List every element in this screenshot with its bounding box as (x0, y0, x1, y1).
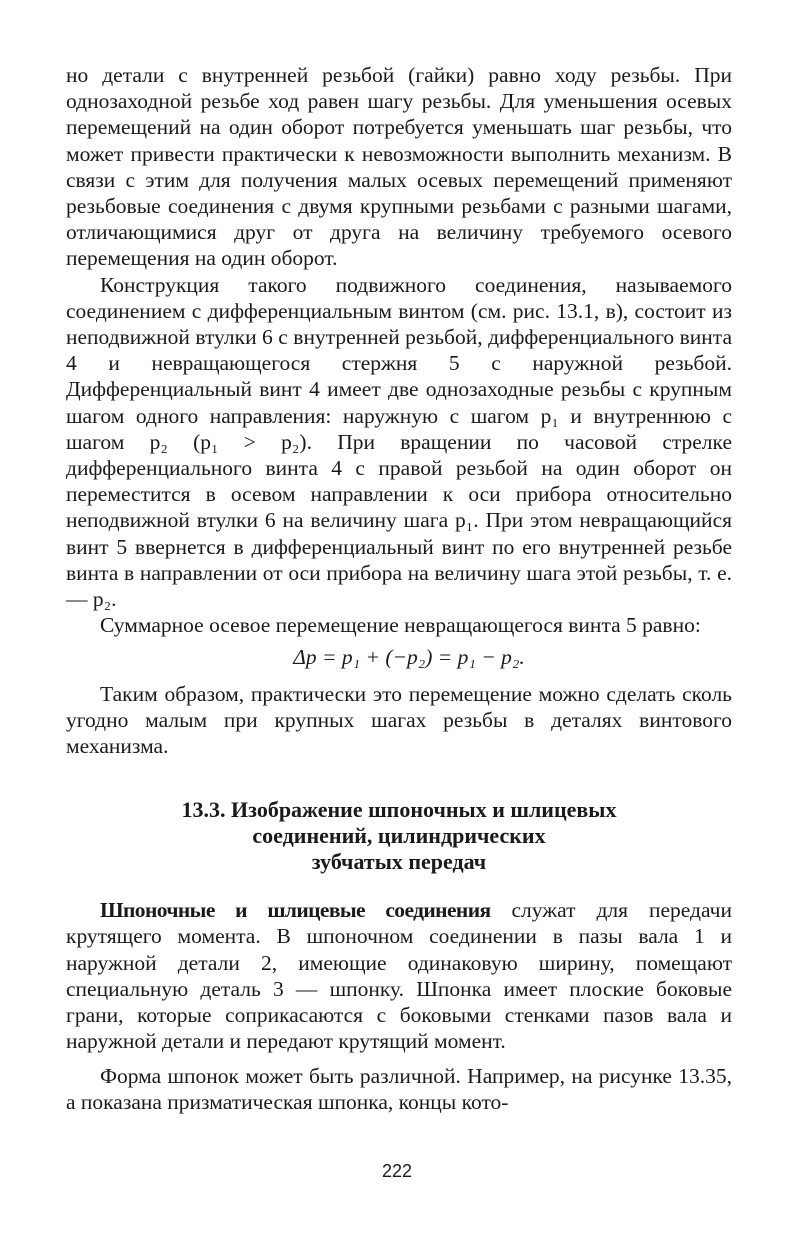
paragraph-key-shapes: Форма шпонок может быть различной. Например, на рисунке 13.35, а показана призматическая шпонка, концы кото- (66, 1063, 732, 1114)
paragraph-key-joints-text: служат для передачи крутящего момента. В шпоночном соединении в пазы вала 1 и наружной детали 2, имеющие одинаковую ширину, помещают специальную деталь 3 — шпонку. Шпонка имеет плоские боковые грани, которые соприкасаются с боковыми стенками пазов вала и наружной детали и передают крутящий момент. (66, 898, 732, 1054)
paragraph-conclusion: Таким образом, практически это перемещение можно сделать сколь угодно малым при крупных шагах резьбы в деталях винтового механизма. (66, 681, 732, 759)
page-number: 222 (381, 1161, 413, 1181)
paragraph-intro: но детали с внутренней резьбой (гайки) равно ходу резьбы. При однозаходной резьбе ход равен шагу резьбы. Для уменьшения осевых перемещений на один оборот потребуется уменьшать шаг резьбы, что может привести практически к невозможности выполнить механизм. В связи с этим для получения малых осевых перемещений применяют резьбовые соединения с двумя крупными резьбами с разными шагами, отличающимися друг от друга на величину требуемого осевого перемещения на один оборот. (66, 63, 732, 271)
paragraph-total-displacement: Суммарное осевое перемещение невращающегося винта 5 равно: (100, 613, 701, 638)
paragraph-differential-screw: Конструкция такого подвижного соединения, называемого соединением с дифференциальным винтом (см. рис. 13.1, в), состоит из неподвижной втулки 6 с внутренней резьбой, дифференциального винта 4 и невращающегося стержня 5 с наружной резьбой. Дифференциальный винт 4 имеет две однозаходные резьбы с крупным шагом одного направления: наружную с шагом p₁ и внутреннюю с шагом p₂ (p₁ > p₂). При вращении по часовой стрелке дифференциального винта 4 с правой резьбой на один оборот он переместится в осевом направлении к оси прибора относительно неподвижной втулки 6 на величину шага p₁. При этом невращающийся винт 5 ввернется в дифференциальный винт по его внутренней резьбе винта в направлении от оси прибора на величину шага этой резьбы, т. е. — p₂. (66, 272, 732, 612)
heading-line-1: 13.3. Изображение шпоночных и шлицевых (181, 797, 617, 823)
term-key-spline-joints: Шпоночные и шлицевые соединения (100, 898, 491, 923)
heading-line-3: зубчатых передач (311, 849, 487, 875)
section-heading (66, 797, 732, 875)
heading-line-2: соединений, цилиндрических (252, 823, 546, 849)
paragraph-key-joints (66, 897, 732, 1054)
displacement-formula: Δp = p₁ + (−p₂) = p₁ − p₂. (293, 645, 525, 670)
